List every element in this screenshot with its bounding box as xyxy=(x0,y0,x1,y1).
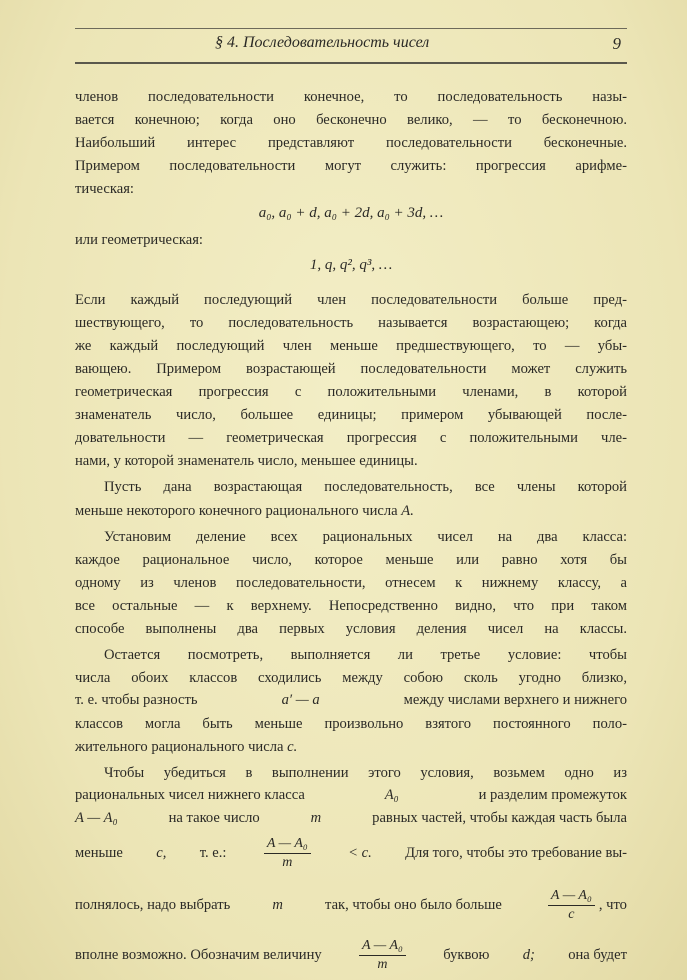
text-line: Примером последовательности могут служить: прогрессия арифме- xyxy=(75,158,627,174)
text-line: числа обоих классов сходились между собою сколь угодно близко, xyxy=(75,670,627,686)
fraction-denominator: m xyxy=(377,956,388,972)
text-line: Если каждый последующий член последовательности больше пред- xyxy=(75,292,627,308)
text-line: каждое рациональное число, которое меньше или равно хотя бы xyxy=(75,552,627,568)
fraction-bar xyxy=(359,955,406,956)
text: буквою xyxy=(443,946,490,963)
text-line: же каждый последующий член меньше предшествующего, то — убы- xyxy=(75,338,627,354)
math-var: A. xyxy=(401,503,414,519)
text-line xyxy=(75,810,627,827)
page-number: 9 xyxy=(612,34,621,53)
math-var: d; xyxy=(522,946,535,963)
math-expr: a′ — a xyxy=(281,692,320,708)
text-line xyxy=(75,692,627,709)
text-line: вающею. Примером возрастающей последовательности может служить xyxy=(75,361,627,377)
text-line: Пусть дана возрастающая последовательность, все члены которой xyxy=(104,479,627,495)
fraction-bar xyxy=(548,905,595,906)
text-line: тическая: xyxy=(75,181,134,197)
text-line: одному из членов последовательности, отнесем к нижнему классу, а xyxy=(75,575,627,591)
text: , что xyxy=(598,896,627,913)
section-title: § 4. Последовательность чисел xyxy=(215,34,430,51)
text: равных частей, чтобы каждая часть была xyxy=(372,810,627,826)
formula-arithmetic: a₀, a₀ + d, a₀ + 2d, a₀ + 3d, … xyxy=(258,205,444,221)
math-var: A₀ xyxy=(384,787,399,803)
text: рациональных чисел нижнего класса xyxy=(75,787,305,803)
text: т. е.: xyxy=(199,844,227,861)
header-top-rule xyxy=(75,28,627,29)
text: между числами верхнего и нижнего xyxy=(403,692,627,708)
text-line: вается конечною; когда оно бесконечно велико, — то бесконечною. xyxy=(75,112,627,128)
fraction-denominator: c xyxy=(568,906,575,922)
math-var: c. xyxy=(287,739,298,755)
math-expr: < c. xyxy=(348,844,372,861)
math-var: c, xyxy=(156,844,167,861)
header-bottom-rule xyxy=(75,62,627,64)
text: на такое число xyxy=(168,810,260,826)
fraction xyxy=(548,888,595,923)
text-line xyxy=(75,787,627,804)
text-line: Остается посмотреть, выполняется ли третье условие: чтобы xyxy=(104,647,627,663)
text-line: Наибольший интерес представляют последовательности бесконечные. xyxy=(75,135,627,151)
text-line: все остальные — к верхнему. Непосредственно видно, что при таком xyxy=(75,598,627,614)
text-line: членов последовательности конечное, то последовательность назы- xyxy=(75,89,627,105)
text: меньше xyxy=(75,844,123,861)
text: полнялось, надо выбрать xyxy=(75,896,231,913)
fraction xyxy=(359,938,406,973)
fraction-denominator: m xyxy=(282,854,293,870)
fraction-bar xyxy=(264,853,311,854)
fraction xyxy=(264,836,311,871)
text-line xyxy=(75,828,627,878)
fraction-numerator: A — A₀ xyxy=(550,887,592,903)
text: и разделим промежуток xyxy=(478,787,627,803)
text-line xyxy=(75,738,627,756)
text-line: знаменатель число, большее единицы; примером убывающей после- xyxy=(75,407,627,423)
text: т. е. чтобы разность xyxy=(75,692,198,708)
text-line: способе выполнены два первых условия деления чисел на классы. xyxy=(75,621,627,637)
text: вполне возможно. Обозначим величину xyxy=(75,946,322,963)
text: жительного рационального числа xyxy=(75,739,284,755)
text-line: довательности — геометрическая прогрессия с положительными чле- xyxy=(75,430,627,446)
text-line xyxy=(75,502,627,520)
text-line: шествующего, то последовательность называется возрастающею; когда xyxy=(75,315,627,331)
text-line: геометрическая прогрессия с положительными членами, в которой xyxy=(75,384,627,400)
fraction-numerator: A — A₀ xyxy=(362,937,403,953)
math-var: m xyxy=(272,896,283,913)
text: Для того, чтобы это требование вы- xyxy=(405,844,627,861)
text-line: нами, у которой знаменатель число, меньшее единицы. xyxy=(75,453,418,469)
text-line: или геометрическая: xyxy=(75,232,203,248)
text-line xyxy=(75,880,627,930)
text-line xyxy=(75,930,627,980)
fraction-numerator: A — A₀ xyxy=(266,835,308,851)
text-line: Чтобы убедиться в выполнении этого условия, возьмем одно из xyxy=(104,765,627,781)
math-var: m xyxy=(310,810,322,826)
text: так, чтобы оно было больше xyxy=(325,896,502,913)
running-header xyxy=(75,34,627,56)
text: она будет xyxy=(568,946,627,963)
math-expr: A — A₀ xyxy=(75,810,118,826)
text-line: классов могла быть меньше произвольно взятого постоянного поло- xyxy=(75,716,627,732)
text: меньше некоторого конечного рационального числа xyxy=(75,503,398,519)
text-line: Установим деление всех рациональных чисел на два класса: xyxy=(104,529,627,545)
formula-geometric: 1, q, q², q³, … xyxy=(309,257,393,273)
